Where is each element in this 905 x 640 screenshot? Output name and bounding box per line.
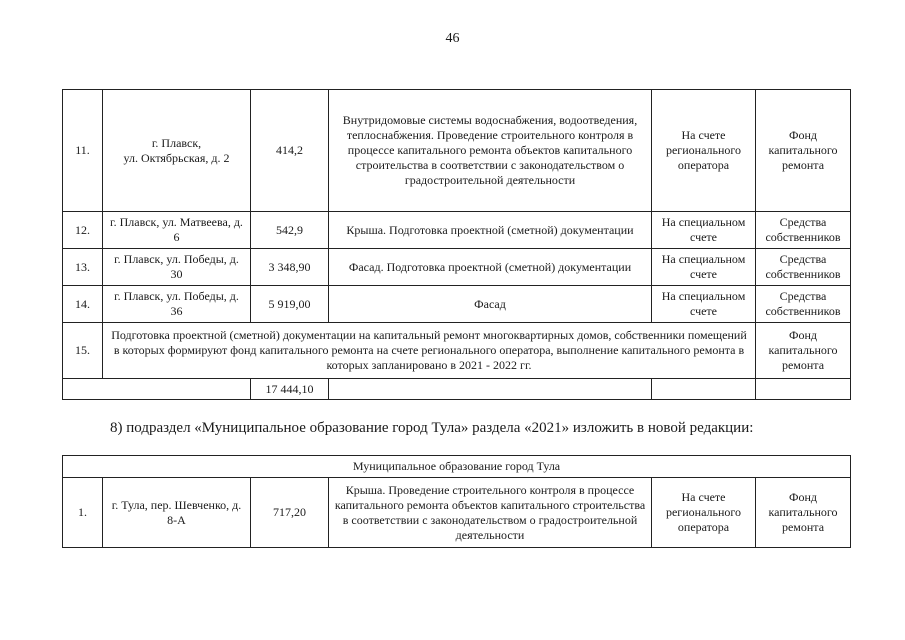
- table-row: [63, 90, 851, 212]
- source-cell: Фонд капитального ремонта: [756, 478, 851, 548]
- repair-table-plavsk: [62, 89, 851, 400]
- program-description-cell: Подготовка проектной (сметной) документации на капитальный ремонт многоквартирных домов, собственники помещений в которых формируют фонд капитального ремонта на счете регионального оператора, выполнение капитального ремонта в которых запланировано в 2021 - 2022 гг.: [103, 323, 756, 379]
- table-row: [63, 323, 851, 379]
- empty-cell: [329, 379, 652, 400]
- empty-cell: [63, 379, 251, 400]
- page-number: 46: [445, 31, 460, 46]
- row-number: 15.: [63, 323, 103, 379]
- amendment-paragraph: 8) подраздел «Муниципальное образование город Тула» раздела «2021» изложить в новой редакции:: [110, 420, 754, 436]
- source-cell: Фонд капитального ремонта: [756, 90, 851, 212]
- row-number: 13.: [63, 249, 103, 286]
- source-cell: Средства собственников: [756, 212, 851, 249]
- works-cell: Фасад. Подготовка проектной (сметной) документации: [329, 249, 652, 286]
- works-cell: Крыша. Проведение строительного контроля в процессе капитального ремонта объектов капитального строительства в соответствии с законодательством о градостроительной деятельности: [329, 478, 652, 548]
- value-cell: 717,20: [251, 478, 329, 548]
- value-cell: 3 348,90: [251, 249, 329, 286]
- row-number: 12.: [63, 212, 103, 249]
- source-cell: Средства собственников: [756, 249, 851, 286]
- row-number: 11.: [63, 90, 103, 212]
- row-number: 1.: [63, 478, 103, 548]
- value-cell: 5 919,00: [251, 286, 329, 323]
- value-cell: 414,2: [251, 90, 329, 212]
- table-row: [63, 286, 851, 323]
- address-cell: г. Плавск, ул. Матвеева, д. 6: [103, 212, 251, 249]
- address-cell: г. Тула, пер. Шевченко, д. 8-А: [103, 478, 251, 548]
- works-cell: Внутридомовые системы водоснабжения, водоотведения, теплоснабжения. Проведение строительного контроля в процессе капитального ремонта объектов капитального строительства в соответствии с законодательством о градостроительной деятельности: [329, 90, 652, 212]
- source-cell: Фонд капитального ремонта: [756, 323, 851, 379]
- account-cell: На счете регионального оператора: [652, 90, 756, 212]
- table-row: [63, 212, 851, 249]
- table-row: [63, 249, 851, 286]
- address-cell: г. Плавск, ул. Победы, д. 36: [103, 286, 251, 323]
- address-cell: г. Плавск, ул. Победы, д. 30: [103, 249, 251, 286]
- row-number: 14.: [63, 286, 103, 323]
- repair-table-tula: [62, 455, 851, 548]
- account-cell: На специальном счете: [652, 212, 756, 249]
- table-row: [63, 478, 851, 548]
- works-cell: Фасад: [329, 286, 652, 323]
- municipality-header: Муниципальное образование город Тула: [63, 456, 851, 478]
- value-cell: 542,9: [251, 212, 329, 249]
- empty-cell: [756, 379, 851, 400]
- address-cell: г. Плавск, ул. Октябрьская, д. 2: [103, 90, 251, 212]
- account-cell: На счете регионального оператора: [652, 478, 756, 548]
- table-header-row: [63, 456, 851, 478]
- account-cell: На специальном счете: [652, 249, 756, 286]
- works-cell: Крыша. Подготовка проектной (сметной) документации: [329, 212, 652, 249]
- source-cell: Средства собственников: [756, 286, 851, 323]
- total-row: [63, 379, 851, 400]
- empty-cell: [652, 379, 756, 400]
- total-value: 17 444,10: [251, 379, 329, 400]
- account-cell: На специальном счете: [652, 286, 756, 323]
